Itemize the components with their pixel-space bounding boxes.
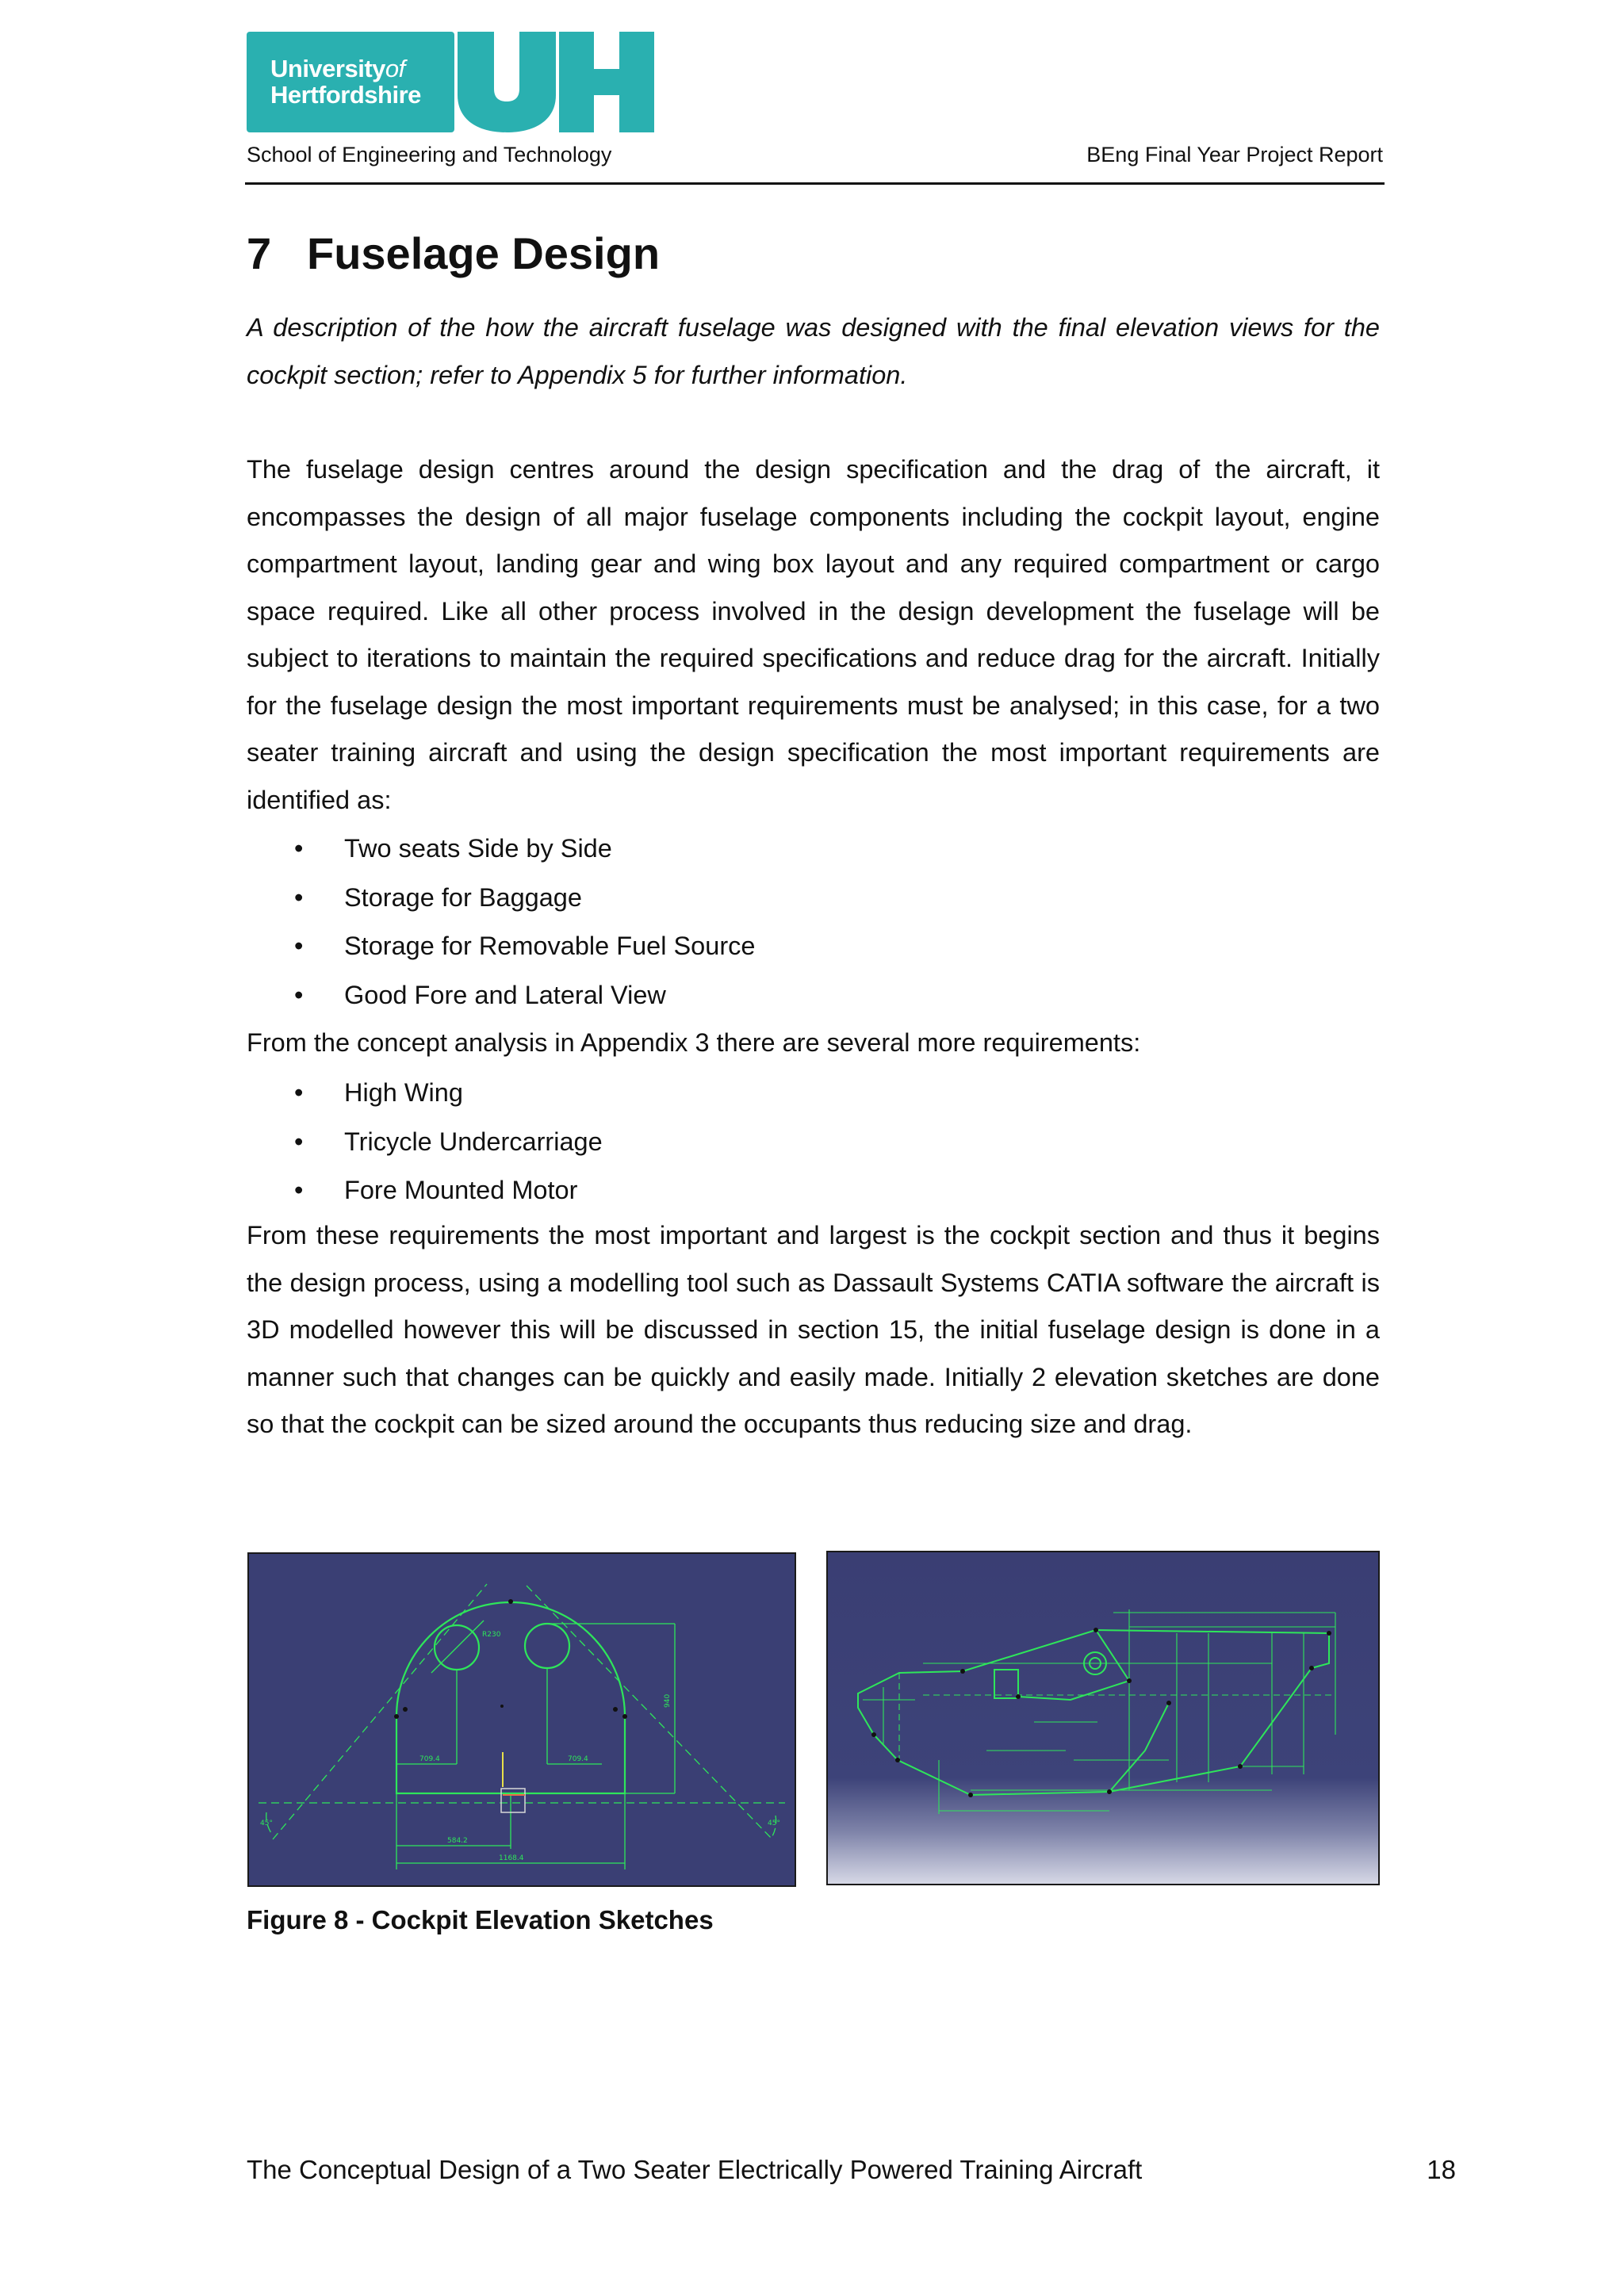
cockpit-side-elevation-sketch: [826, 1551, 1380, 1885]
logo-wordmark: Universityof Hertfordshire: [270, 55, 421, 109]
spec-requirements-list: [247, 825, 755, 1020]
list-item: • Fore Mounted Motor: [247, 1166, 603, 1215]
side-sketch-drawing: [828, 1552, 1378, 1884]
dim-label: 1168.4: [499, 1854, 524, 1862]
dim-label: 709.4: [419, 1755, 440, 1763]
list-item: • Good Fore and Lateral View: [247, 971, 755, 1020]
dim-label: 45°: [768, 1820, 780, 1827]
section-heading: [247, 228, 660, 279]
dim-label: R230: [482, 1631, 501, 1639]
cockpit-front-elevation-sketch: [247, 1552, 796, 1887]
body-paragraph-1: The fuselage design centres around the design specification and the drag of the aircraft, it encompasses the design of all major fuselage components including the cockpit layout, engine compartment layout, landing gear and wing box layout and any required compartment or cargo space required. Like all other process involved in the design development the fuselage will be subject to iterations to maintain the required specifications and reduce drag for the aircraft. Initially for the fuselage design the most important requirements must be analysed; in this case, for a two seater training aircraft and using the design specification the most important requirements are identified as:: [247, 455, 1380, 814]
list-item: • Two seats Side by Side: [247, 825, 755, 874]
page-number: 18: [1427, 2155, 1456, 2184]
logo-badge: [247, 32, 454, 132]
list-item: • Storage for Baggage: [247, 874, 755, 923]
header-divider: [245, 182, 1385, 185]
header-report-type: BEng Final Year Project Report: [1086, 143, 1383, 166]
body-paragraph-2: From these requirements the most important and largest is the cockpit section and thus it begins the design process, using a modelling tool such as Dassault Systems CATIA software the aircraft is 3D modelled however this will be discussed in section 15, the initial fuselage design is done in a manner such that changes can be quickly and easily made. Initially 2 elevation sketches are done so that the cockpit can be sized around the occupants thus reducing size and drag.: [247, 1221, 1380, 1438]
list-item: • Storage for Removable Fuel Source: [247, 922, 755, 971]
dim-label: 584.2: [447, 1837, 468, 1845]
list-item: • High Wing: [247, 1069, 603, 1118]
dim-label: 709.4: [568, 1755, 588, 1763]
concept-requirements-list: [247, 1069, 603, 1215]
figure-caption: Figure 8 - Cockpit Elevation Sketches: [247, 1905, 714, 1934]
section-intro: A description of the how the aircraft fuselage was designed with the final elevation views for the cockpit section; refer to Appendix 5 for further information.: [247, 313, 1380, 389]
list-item: • Tricycle Undercarriage: [247, 1118, 603, 1167]
front-sketch-drawing: [249, 1554, 795, 1885]
header-school: School of Engineering and Technology: [247, 143, 612, 166]
concept-lead-in: From the concept analysis in Appendix 3 there are several more requirements:: [247, 1028, 1141, 1057]
uh-letters-icon: [458, 32, 654, 132]
footer-report-title: The Conceptual Design of a Two Seater Electrically Powered Training Aircraft: [247, 2155, 1143, 2184]
dim-label: 940: [664, 1693, 672, 1708]
section-number: 7: [247, 228, 272, 278]
dim-label: 45°: [260, 1820, 273, 1827]
university-logo: [247, 32, 654, 132]
section-title: Fuselage Design: [307, 228, 661, 278]
